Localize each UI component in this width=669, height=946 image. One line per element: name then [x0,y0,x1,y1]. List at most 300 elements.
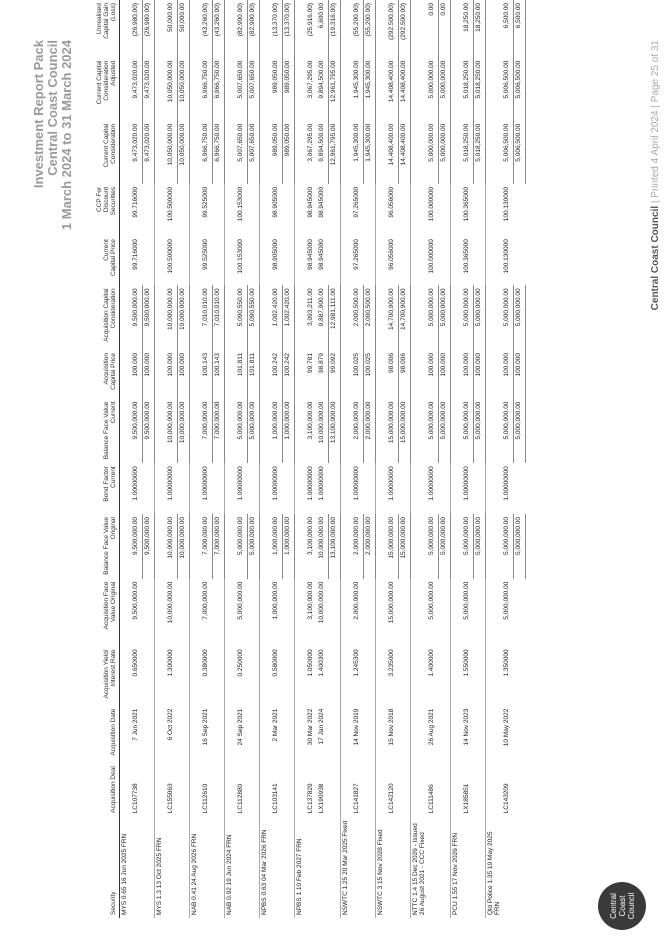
table-cell [120,514,132,579]
table-cell: 3.235000 [388,649,395,677]
table-cell [514,579,526,647]
table-cell [213,816,225,918]
table-cell: 5,000,000.00 [428,581,435,620]
table-cell: 98.006 [399,350,411,399]
table-cell [283,236,295,285]
table-cell [399,579,411,647]
table-cell [387,816,399,918]
table-cell [399,184,411,236]
table-cell [411,350,428,399]
table-cell: 9,887,900.00 [318,288,325,327]
table-cell [376,236,388,285]
table-cell: 9,894,500.00 [318,123,325,162]
table-cell: 100.000000 [428,186,435,222]
table-cell: 98.905000 [272,186,279,218]
table-cell [295,763,307,816]
table-cell [341,706,353,764]
table-row [427,0,439,918]
table-cell: 15,000,000.00 [399,399,411,464]
table-cell: 98.945000 [307,239,314,270]
subtotal-row [143,0,155,918]
council-logo: Central Coast Council [598,882,646,930]
table-cell: 5,000,000.00 [248,399,260,464]
table-cell: 10,050,000.00 [167,123,174,166]
table-cell: 6,966,750.00 [213,58,225,121]
table-cell [486,350,503,399]
table-cell: 9,473,020.00 [143,58,155,121]
table-cell: 5,000,000.00 [428,60,435,99]
table-cell: 1.300000 [167,649,174,677]
table-cell: 5,000,000.00 [514,285,526,350]
table-cell [143,763,155,816]
table-cell [213,763,225,816]
security-name: NSWTC 1.25 20 Mar 2025 Fixed [341,816,353,918]
table-cell: 101.811 [237,353,244,377]
table-cell [225,763,237,816]
subtotal-row [178,0,190,918]
table-cell: 100.242 [283,350,295,399]
column-header: Acquisition Deal [96,763,120,816]
table-cell: 1.350000 [503,649,510,677]
table-cell: 6,966,750.00 [202,123,209,162]
column-header: CCP For Discount Securities [96,184,120,236]
table-cell: 7 Jun 2021 [132,708,139,741]
table-cell [364,763,376,816]
table-cell: LC142120 [388,783,395,814]
table-cell [213,579,225,647]
table-cell [486,285,503,350]
table-cell [439,763,451,816]
table-cell [190,763,202,816]
table-cell: 9,473,020.00 [143,121,155,184]
table-cell [120,399,132,464]
table-cell [427,816,439,918]
table-cell: 7,000,000.00 [202,401,209,440]
table-cell: (292,500.00) [388,3,395,40]
report-header [32,40,74,230]
table-cell: 9,500,000.00 [132,401,139,440]
table-cell [283,184,295,236]
table-cell: 1.245300 [353,649,360,677]
table-cell [143,184,155,236]
table-cell [283,816,295,918]
subtotal-row [248,0,260,918]
table-cell: 2,000,000.00 [353,581,360,620]
table-cell [190,184,202,236]
table-cell: 0.00 [439,0,451,58]
table-cell [376,706,388,764]
column-header: Acquisition Face Value Original [96,579,120,647]
table-cell [317,816,329,918]
table-cell: 100.500000 [167,186,174,222]
table-cell: 0.650000 [132,649,139,677]
table-cell: 5,018,250.00 [463,60,470,99]
table-cell [225,121,237,184]
table-cell: 15,000,000.00 [399,514,411,579]
table-cell [143,236,155,285]
table-cell [439,463,451,514]
table-cell [295,236,307,285]
table-cell [486,514,503,579]
table-cell: 1.00000000 [167,466,174,501]
table-cell: 5,000,000.00 [428,517,435,555]
report-organisation: Central Coast Council [45,40,60,176]
table-cell: 5,007,650.00 [237,123,244,162]
table-cell: 12,961,795.00 [329,58,341,121]
table-cell [451,285,463,350]
table-cell: 99.525000 [202,239,209,270]
table-cell: 5,000,000.00 [474,285,486,350]
table-cell: 3,100,000.00 [307,581,314,620]
table-cell [376,350,388,399]
table-cell: 9,500,000.00 [132,517,139,555]
table-cell [248,463,260,514]
table-row [502,0,514,918]
table-cell: 0.250000 [237,649,244,677]
table-cell: 2,000,000.00 [353,401,360,440]
table-cell [451,579,463,647]
table-cell: 100.000 [167,353,174,377]
security-row [411,0,428,918]
table-cell [451,121,463,184]
table-cell: 100.025 [353,353,360,377]
table-cell: LX185851 [463,783,470,814]
table-cell [474,706,486,764]
table-cell: (13,370.00) [283,0,295,58]
table-cell [486,184,503,236]
security-row [376,0,388,918]
table-cell [155,579,167,647]
table-cell [190,579,202,647]
table-cell [155,121,167,184]
security-row [120,0,132,918]
table-cell [451,0,463,58]
table-cell: 100.000 [439,350,451,399]
table-cell: 14,408,400.00 [388,60,395,103]
table-cell [190,706,202,764]
table-cell: 5,006,500.00 [503,123,510,162]
table-cell [143,579,155,647]
table-cell [155,706,167,764]
table-cell: 9,500,000.00 [132,581,139,620]
table-cell [225,646,237,705]
table-cell [225,285,237,350]
table-cell [364,646,376,705]
table-cell: 5,090,550.00 [237,288,244,327]
footer-page-number: Page 25 of 31 [650,40,661,103]
table-cell: 1,000,000.00 [272,581,279,620]
table-cell [341,184,353,236]
table-cell [178,579,190,647]
table-cell [248,184,260,236]
table-cell [451,399,463,464]
table-cell [486,463,503,514]
table-cell [225,579,237,647]
table-cell: (55,200.00) [353,3,360,37]
table-cell [486,121,503,184]
table-cell: 989,050.00 [272,123,279,157]
table-row [306,0,317,918]
table-cell [295,706,307,764]
table-cell: 5,006,500.00 [514,58,526,121]
table-cell: 10,000,000.00 [167,401,174,444]
table-cell [341,350,353,399]
table-cell [248,816,260,918]
table-cell [225,350,237,399]
table-cell [120,58,132,121]
table-cell: 6,966,750.00 [202,60,209,99]
table-cell [329,706,341,764]
security-name: NTTC 1.4 15 Dec 2026 - Issued 26 August 2021 - CCC Fixed [411,816,428,918]
table-cell: 7,000,000.00 [213,514,225,579]
table-cell: 10,000,000.00 [178,285,190,350]
table-cell: 2,000,000.00 [353,517,360,555]
footer-printed: | Printed 4 April 2024 | [650,102,661,206]
subtotal-row [364,0,376,918]
table-cell: 16 Sep 2021 [202,708,209,746]
table-cell: 10,050,000.00 [167,60,174,103]
table-cell [190,58,202,121]
table-cell: (82,900.00) [237,3,244,37]
table-cell [486,0,503,58]
table-cell [514,816,526,918]
table-cell [411,399,428,464]
table-cell: 5,018,250.00 [474,58,486,121]
security-name: MYS 1.3 13 Oct 2025 FRN [155,816,167,918]
table-cell [155,184,167,236]
table-cell [486,579,503,647]
table-cell: (13,370.00) [272,3,279,37]
table-cell: 100.000 [463,353,470,377]
table-cell [190,646,202,705]
table-cell: 1.00000000 [463,466,470,501]
table-cell [399,816,411,918]
table-cell: 9,473,020.00 [132,60,139,99]
table-cell [364,579,376,647]
table-cell: 5,000,000.00 [463,288,470,327]
investment-table [96,0,526,918]
table-cell [376,763,388,816]
table-cell: 1.050000 [307,649,314,677]
table-cell [341,236,353,285]
table-cell [329,646,341,705]
table-cell: 5,000,000.00 [428,401,435,440]
table-cell: 3,093,211.00 [307,288,314,326]
table-cell: LC112880 [237,783,244,814]
table-cell [376,121,388,184]
table-cell [155,285,167,350]
table-cell [178,184,190,236]
table-cell: LX190938 [318,783,325,814]
table-cell [451,58,463,121]
table-cell: 1,000,000.00 [283,514,295,579]
table-cell [178,463,190,514]
table-cell: 10,000,000.00 [178,514,190,579]
table-cell [411,514,428,579]
table-cell: 5,000,000.00 [474,399,486,464]
table-cell [411,58,428,121]
table-cell: 100.153000 [237,186,244,222]
table-cell [341,514,353,579]
table-cell [295,399,307,464]
table-cell [341,285,353,350]
table-cell [260,236,272,285]
subtotal-row [399,0,411,918]
table-cell [155,399,167,464]
table-cell: 14,408,400.00 [399,121,411,184]
table-cell: 50,000.00 [178,0,190,58]
table-cell [514,236,526,285]
security-name: MYS 0.65 16 Jun 2025 FRN [120,816,132,918]
table-cell: 6,600.00 [318,3,325,29]
security-name: NSWTC 3 15 Nov 2028 Fixed [376,816,388,918]
page-footer [650,40,661,310]
table-cell: 100.130000 [503,186,510,222]
table-cell: 14,700,900.00 [399,285,411,350]
table-cell: 101.811 [248,350,260,399]
table-cell [514,184,526,236]
table-cell [213,646,225,705]
table-cell [474,463,486,514]
security-name: NPBS 1.10 Feb 2027 FRN [295,816,307,918]
table-cell [514,463,526,514]
subtotal-row [474,0,486,918]
table-cell: 5,090,550.00 [248,285,260,350]
table-cell [155,0,167,58]
subtotal-row [329,0,341,918]
table-cell [120,184,132,236]
table-cell [225,399,237,464]
table-cell: LC155063 [167,783,174,814]
table-cell [411,646,428,705]
table-cell: 14,408,400.00 [399,58,411,121]
table-cell [155,58,167,121]
table-cell [411,184,428,236]
table-cell [225,514,237,579]
table-cell [411,121,428,184]
subtotal-row [439,0,451,918]
table-cell: 5,000,000.00 [463,517,470,555]
table-cell [190,0,202,58]
table-cell [225,706,237,764]
table-cell: LC143209 [503,783,510,814]
table-row [317,0,329,918]
table-cell: (43,260.00) [213,0,225,58]
security-row [225,0,237,918]
table-cell [283,763,295,816]
table-cell [474,236,486,285]
table-cell [260,579,272,647]
table-cell: 5,000,000.00 [428,123,435,162]
table-cell [120,646,132,705]
table-cell: 14 Nov 2023 [463,708,470,746]
table-cell [178,646,190,705]
table-cell [376,0,388,58]
table-cell [352,816,364,918]
table-cell: 5,000,000.00 [503,581,510,620]
table-cell: 1,945,300.00 [353,60,360,99]
security-row [486,0,503,918]
table-cell [225,0,237,58]
subtotal-row [283,0,295,918]
table-cell: 1,945,300.00 [353,123,360,162]
table-cell [329,816,341,918]
table-cell [451,350,463,399]
table-cell: 5,007,650.00 [237,60,244,99]
table-cell: 0.380000 [202,649,209,677]
table-cell [283,463,295,514]
table-cell [248,579,260,647]
table-cell: 5,000,000.00 [474,514,486,579]
table-cell: 98.945000 [318,239,325,270]
table-cell: 100.000 [132,353,139,377]
table-cell [399,763,411,816]
table-cell [329,763,341,816]
table-cell [283,706,295,764]
table-cell [451,236,463,285]
table-cell: 6 Oct 2022 [167,708,174,741]
table-cell: 5,000,000.00 [514,399,526,464]
table-cell: 98.879 [318,353,325,373]
table-cell: 7,010,010.00 [213,285,225,350]
table-cell: 5,000,000.00 [439,58,451,121]
table-row [462,0,474,918]
table-cell [155,646,167,705]
table-cell [190,350,202,399]
table-cell [376,463,388,514]
table-cell: 10,000,000.00 [167,517,174,559]
security-name: Qld Police 1.35 19 May 2025 FRN [486,816,503,918]
table-cell [225,58,237,121]
table-cell [260,763,272,816]
table-cell: 7,010,010.00 [202,288,209,327]
column-header: Acquisition Date [96,706,120,764]
table-cell: 100.000 [143,350,155,399]
table-cell: 6,500.00 [503,3,510,29]
table-cell [474,646,486,705]
table-cell [225,463,237,514]
table-cell: 5,000,000.00 [503,401,510,440]
table-cell [341,58,353,121]
table-cell [120,463,132,514]
security-row [155,0,167,918]
table-cell: 18,250.00 [474,0,486,58]
table-cell [474,763,486,816]
table-cell: LC112610 [202,783,209,814]
table-cell: (55,200.00) [364,0,376,58]
table-cell [376,285,388,350]
table-cell [295,58,307,121]
table-cell [271,816,283,918]
table-row [131,0,143,918]
table-cell [306,816,317,918]
table-cell [411,579,428,647]
table-cell: 1.400000 [428,649,435,677]
table-cell: 1.00000000 [318,466,325,501]
table-cell [474,579,486,647]
column-header: Balance Face Value Current [96,399,120,464]
table-cell [364,816,376,918]
table-cell [155,463,167,514]
table-cell [399,646,411,705]
table-cell [411,0,428,58]
table-cell [190,236,202,285]
table-cell: 98.905000 [272,239,279,270]
table-row [271,0,283,918]
table-cell [260,58,272,121]
table-cell [225,236,237,285]
table-cell: 5,000,000.00 [237,517,244,555]
